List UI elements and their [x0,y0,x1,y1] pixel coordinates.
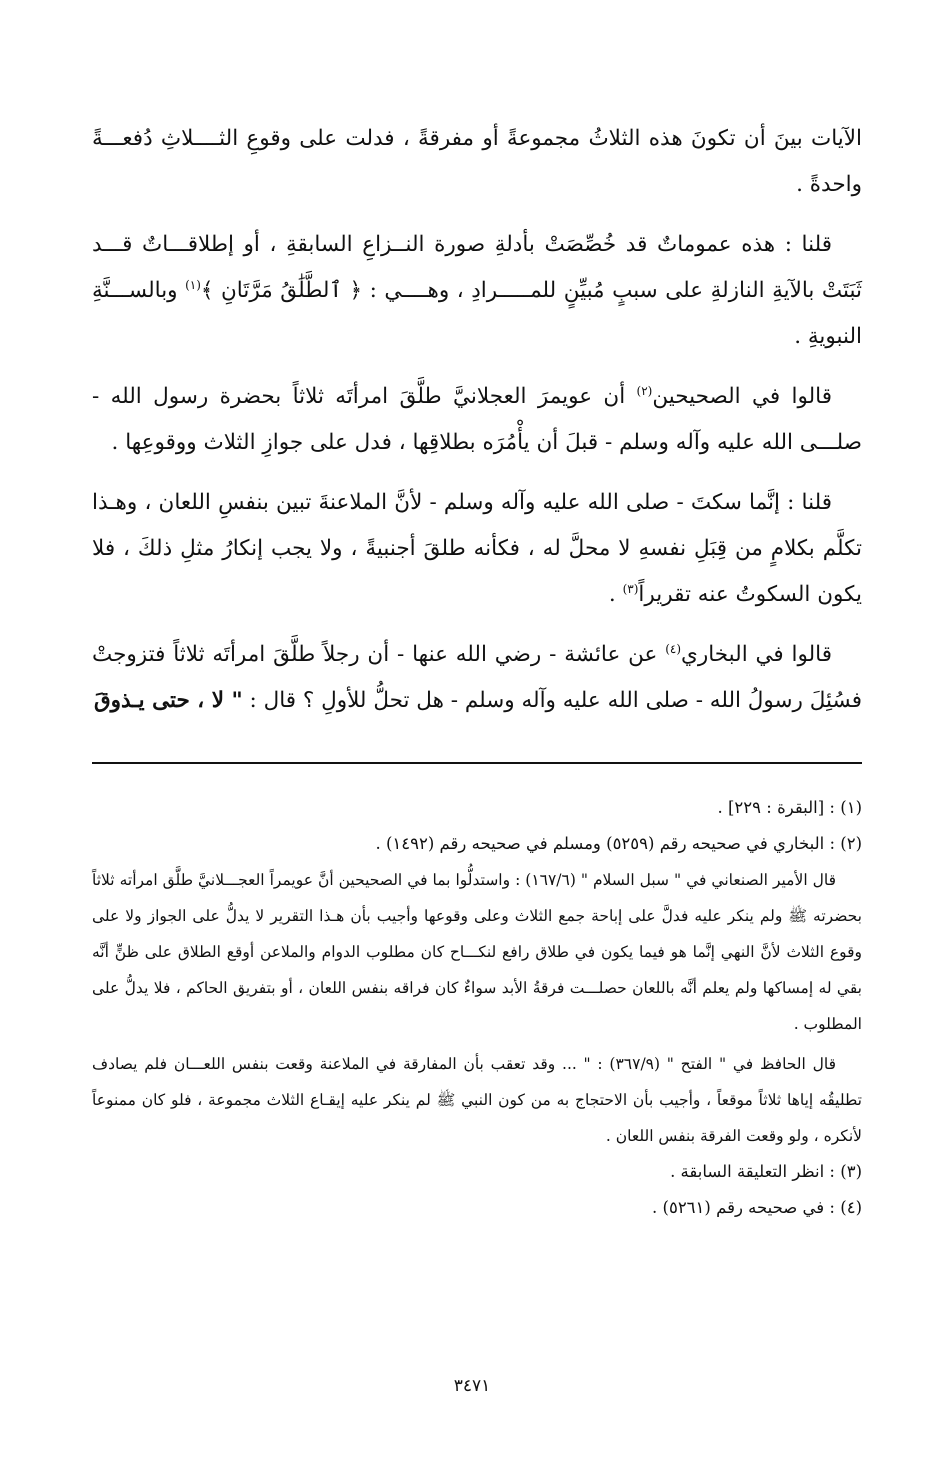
footnote-2-body-2: قال الحافظ في " الفتح " (٣٦٧/٩) : " ... وقد تعقب بأن المفارقة في الملاعنة وقعت بنفس اللعـــان فلم يصادف تطليقُه إياها ثلاثاً موقعاً ، وأجيب بأن الاحتجاج به من كون النبي ﷺ لم ينكر عليه إيقـاع الثلاث مجموعة ، فلو كان ممنوعاً لأنكره ، ولو وقعت الفرقة بنفس اللعان . [92,1055,862,1145]
paragraph-5-bold-quote: " لا ، حتى يـذوقَ [93,688,243,713]
paragraph-2-text-a: قلنا : هذه عموماتٌ قد خُصِّصَتْ بأدلةِ صورة النــزاعِ السابقةِ ، أو إطلاقـــاتٌ قـــد ثَبَتَتْ بالآيةِ النازلةِ على سببٍ مُبيِّنٍ للمـــــرادِ ، وهــــي : ﴿ ٱلطَّلَٰقُ مَرَّتَانِ ﴾ [92,232,862,303]
paragraph-3-text-a: قالوا في الصحيحين [652,384,832,409]
paragraph-5 [92,632,862,724]
page-number: ٣٤٧١ [453,1376,491,1396]
paragraph-4-text-b: . [608,582,623,607]
paragraph-2-text-b: وبالســـنَّةِ النبويةِ . [92,278,862,349]
paragraph-4 [92,480,862,618]
footnote-ref-1[interactable]: (١) [185,277,201,292]
paragraph-5-text-b: عن عائشة - رضي الله عنها - أن رجلاً طلَّقَ امرأتَه ثلاثاً فتزوجتْ فسُئِلَ رسولُ الله - صلى الله عليه وآله وسلم - هل تحلُّ للأولِ ؟ قال : [92,642,862,713]
paragraph-1 [92,116,862,208]
footnote-ref-4[interactable]: (٤) [665,641,682,656]
footnote-1: (١) : [البقرة : ٢٢٩] . [717,798,862,817]
paragraph-1-text: الآيات بينَ أن تكونَ هذه الثلاثُ مجموعةً أو مفرقةً ، فدلت على وقوعِ الثــــلاثِ دُفعـــةً واحدةً . [92,126,862,197]
paragraph-4-text-a: قلنا : إنَّما سكتَ - صلى الله عليه وآله وسلم - لأنَّ الملاعنةَ تبين بنفسِ اللعان ، وهـذا تكلَّم بكلامٍ من قِبَلِ نفسهِ لا محلَّ له ، فكأنه طلقَ أجنبيةً ، ولا يجب إنكارُ مثلِ ذلكَ ، فلا يكون السكوتُ عنه تقريراً [92,490,862,607]
paragraph-3-text-b: أن عويمرَ العجلانيَّ طلَّقَ امرأتَه ثلاثاً بحضرة رسول الله - صلـــى الله عليه وآله وسلم - قبلَ أن يأْمُرَه بطلاقِها ، فدل على جوازِ الثلاث ووقوعِها . [92,384,862,455]
paragraph-3 [92,374,862,466]
footnote-2-body-1: قال الأمير الصنعاني في " سبل السلام " (١٦٧/٦) : واستدلُّوا بما في الصحيحين أنَّ عويمراً العجـــلانيَّ طلَّق امرأته ثلاثاً بحضرته ﷺ ولم ينكر عليه فدلَّ على إباحة جمع الثلاث وعلى وقوعها وأجيب بأن هـذا التقرير لا يدلُّ على الجواز ولا على وقوع الثلاث لأنَّ النهي إنَّما هو فيما يكون في طلاق رافع لنكـــاح كان مطلوب الدوام والملاعن أوقع الطلاق على ظنٍّ أنَّه بقي له إمساكها ولم يعلم أنَّه باللعان حصلـــت فرقةُ الأبد سواءٌ كان فراقه بنفس اللعان ، أو بتفريق الحاكم ، فلا يدلُّ على المطلوب . [92,871,862,1033]
footnote-separator [92,762,862,764]
footnote-2: (٢) : البخاري في صحيحه رقم (٥٢٥٩) ومسلم في صحيحه رقم (١٤٩٢) . [375,834,862,853]
footnote-3: (٣) : انظر التعليقة السابقة . [670,1162,862,1181]
footnote-ref-3[interactable]: (٣) [622,581,639,596]
main-text [92,116,862,724]
paragraph-5-text-a: قالوا في البخاري [681,642,832,667]
paragraph-2 [92,222,862,360]
footnote-ref-2[interactable]: (٢) [636,383,653,398]
footnotes [92,790,862,1226]
footnote-4: (٤) : في صحيحه رقم (٥٢٦١) . [652,1198,862,1217]
